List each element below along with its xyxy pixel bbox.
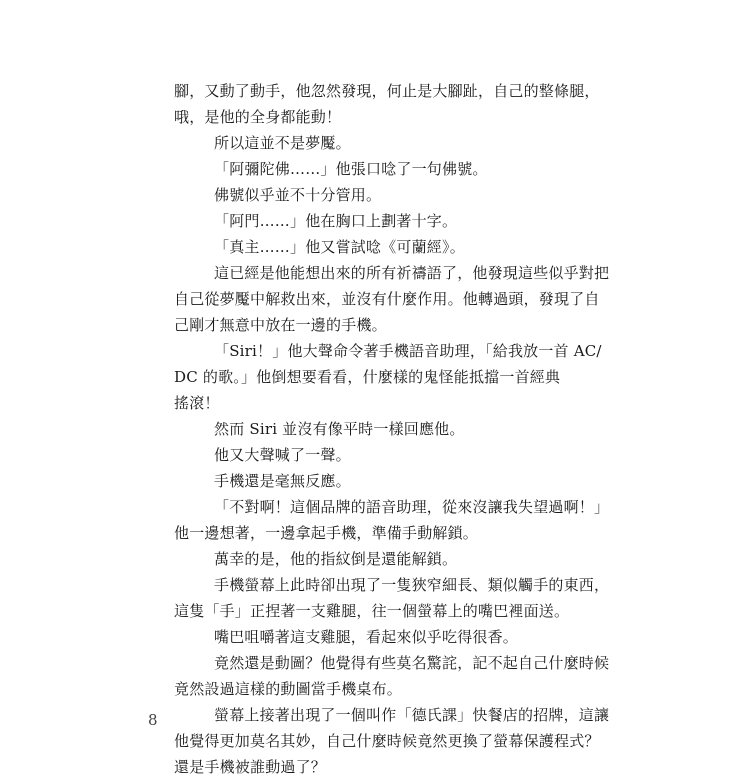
text-line: 他一邊想著，一邊拿起手機，準備手動解鎖。 — [174, 524, 479, 542]
text-line: 螢幕上接著出現了一個叫作「德氏課」快餐店的招牌，這讓 — [214, 706, 610, 724]
text-line: 這隻「手」正捏著一支雞腿，往一個螢幕上的嘴巴裡面送。 — [174, 602, 570, 620]
text-line: 他覺得更加莫名其妙，自己什麼時候竟然更換了螢幕保護程式？ — [174, 732, 600, 750]
body-text — [174, 78, 610, 780]
text-line: 手機螢幕上此時卻出現了一隻狹窄細長、類似觸手的東西， — [214, 576, 610, 594]
text-line: 哦，是他的全身都能動！ — [174, 108, 342, 126]
text-line: 這已經是他能想出來的所有祈禱語了，他發現這些似乎對把 — [214, 264, 610, 282]
text-line: 嘴巴咀嚼著這支雞腿，看起來似乎吃得很香。 — [214, 628, 519, 646]
text-line: 「不對啊！這個品牌的語音助理，從來沒讓我失望過啊！」 — [214, 498, 610, 516]
text-line: 還是手機被誰動過了？ — [174, 758, 327, 776]
text-line: 搖滾！ — [174, 394, 220, 412]
text-line: 竟然還是動圖？他覺得有些莫名驚詫，記不起自己什麼時候 — [214, 654, 610, 672]
text-line: 萬幸的是，他的指紋倒是還能解鎖。 — [214, 550, 458, 568]
text-line: 竟然設過這樣的動圖當手機桌布。 — [174, 680, 403, 698]
text-line: 自己從夢魘中解救出來，並沒有什麼作用。他轉過頭，發現了自 — [174, 290, 600, 308]
text-line: 「阿彌陀佛……」他張口唸了一句佛號。 — [214, 160, 488, 178]
text-line: 然而 Siri 並沒有像平時一樣回應他。 — [214, 420, 465, 438]
text-line: 手機還是毫無反應。 — [214, 472, 351, 490]
text-line: 腳，又動了動手，他忽然發現，何止是大腳趾，自己的整條腿， — [174, 82, 600, 100]
text-line: 己剛才無意中放在一邊的手機。 — [174, 316, 387, 334]
text-line: 「Siri！」他大聲命令著手機語音助理，「給我放一首 AC/ — [214, 342, 602, 360]
text-line: 「阿門……」他在胸口上劃著十字。 — [214, 212, 458, 230]
text-line: 「真主……」他又嘗試唸《可蘭經》。 — [214, 238, 465, 256]
text-line: 所以這並不是夢魘。 — [214, 134, 351, 152]
text-line: 佛號似乎並不十分管用。 — [214, 186, 382, 204]
text-line: DC 的歌。」他倒想要看看，什麼樣的鬼怪能抵擋一首經典 — [174, 368, 561, 386]
text-line: 他又大聲喊了一聲。 — [214, 446, 351, 464]
page-number: 8 — [148, 711, 158, 729]
